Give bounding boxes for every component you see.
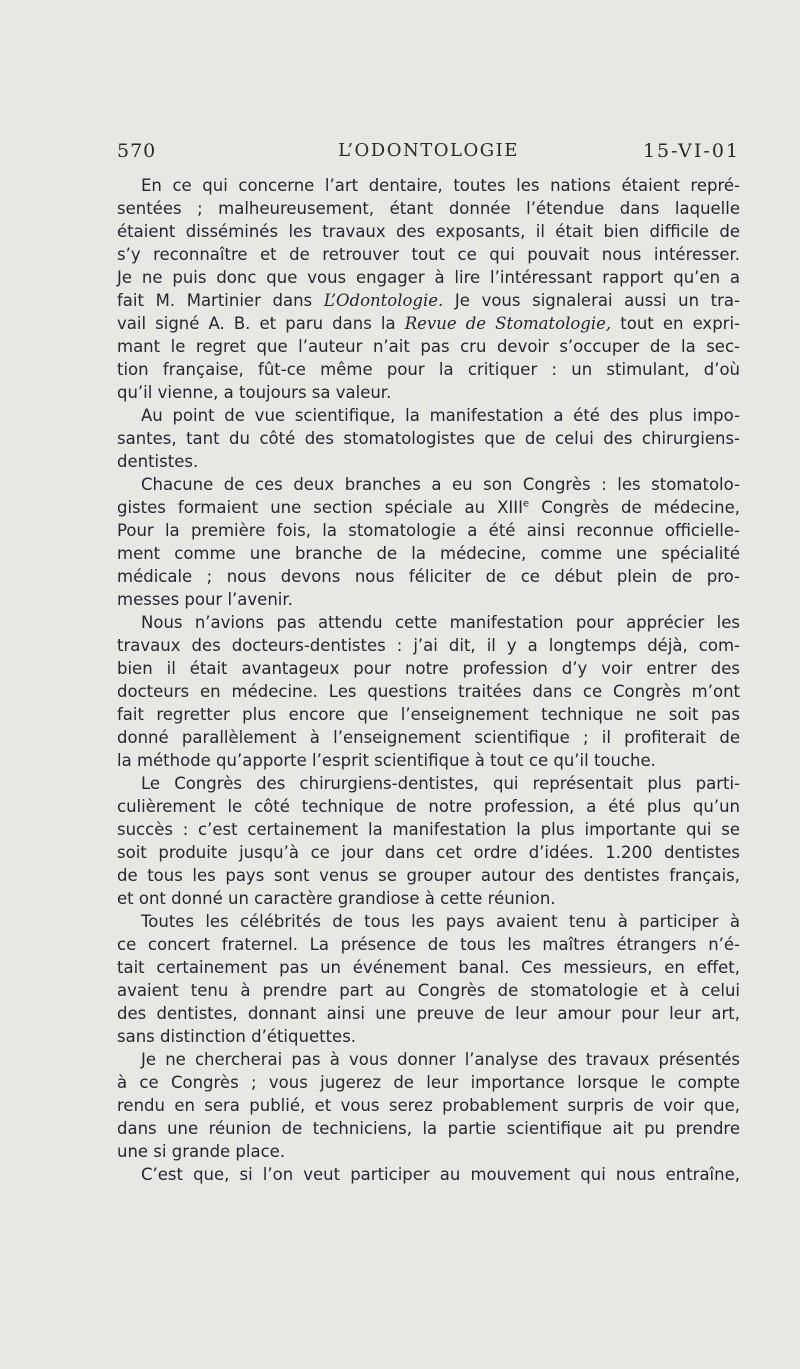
text-line: sentées ; malheureusement, étant donnée l’étendue dans laquelle xyxy=(117,199,740,218)
text-line: avaient tenu à prendre part au Congrès de stomatologie et à celui xyxy=(117,981,740,1000)
text-line: tion française, fût-ce même pour la critiquer : un stimulant, d’où xyxy=(117,360,740,379)
text-line: médicale ; nous devons nous féliciter de ce début plein de pro- xyxy=(117,567,740,586)
text-line: Le Congrès des chirurgiens-dentistes, qui représentait plus parti- xyxy=(141,774,740,793)
text-line: dans une réunion de techniciens, la partie scientifique ait pu prendre xyxy=(117,1119,740,1138)
text-line: une si grande place. xyxy=(117,1142,286,1161)
text-line: rendu en sera publié, et vous serez probablement surpris de voir que, xyxy=(117,1096,740,1115)
text-segment: Congrès de médecine, xyxy=(529,498,740,517)
text-segment: tout en expri- xyxy=(611,314,740,333)
text-line: C’est que, si l’on veut participer au mouvement qui nous entraîne, xyxy=(141,1165,740,1184)
text-segment: fait M. Martinier dans xyxy=(117,291,324,310)
text-line: ce concert fraternel. La présence de tous les maîtres étrangers n’é- xyxy=(117,935,740,954)
text-line: santes, tant du côté des stomatologistes que de celui des chirurgiens- xyxy=(117,429,740,448)
text-line: Je ne chercherai pas à vous donner l’analyse des travaux présentés xyxy=(141,1050,740,1069)
text-line: Chacune de ces deux branches a eu son Congrès : les stomatolo- xyxy=(141,475,740,494)
text-line: ment comme une branche de la médecine, comme une spécialité xyxy=(117,544,740,563)
text-line xyxy=(117,289,740,312)
running-head xyxy=(117,140,740,168)
journal-reference: L’Odontologie. xyxy=(323,291,444,310)
text-line: mant le regret que l’auteur n’ait pas cru devoir s’occuper de la sec- xyxy=(117,337,740,356)
text-line: Nous n’avions pas attendu cette manifestation pour apprécier les xyxy=(141,613,740,632)
text-segment: Je vous signalerai aussi un tra- xyxy=(443,291,741,310)
text-line: Pour la première fois, la stomatologie a été ainsi reconnue officielle- xyxy=(117,521,740,540)
text-line: messes pour l’avenir. xyxy=(117,590,293,609)
text-segment: gistes formaient une section spéciale au XIII xyxy=(117,498,524,517)
journal-title: L’ODONTOLOGIE xyxy=(338,140,519,161)
text-line: docteurs en médecine. Les questions traitées dans ce Congrès m’ont xyxy=(117,682,740,701)
text-line: qu’il vienne, a toujours sa valeur. xyxy=(117,383,392,402)
page-number: 570 xyxy=(117,140,157,162)
text-segment: vail signé A. B. et paru dans la xyxy=(117,314,405,333)
text-line: travaux des docteurs-dentistes : j’ai dit, il y a longtemps déjà, com- xyxy=(117,636,740,655)
text-line: bien il était avantageux pour notre profession d’y voir entrer des xyxy=(117,659,740,678)
journal-reference: Revue de Stomatologie, xyxy=(404,314,612,333)
text-line: Au point de vue scientifique, la manifestation a été des plus impo- xyxy=(141,406,740,425)
text-line: étaient disséminés les travaux des exposants, il était bien difficile de xyxy=(117,222,740,241)
text-line xyxy=(117,496,740,519)
text-line: des dentistes, donnant ainsi une preuve de leur amour pour leur art, xyxy=(117,1004,740,1023)
text-line: culièrement le côté technique de notre profession, a été plus qu’un xyxy=(117,797,740,816)
text-line: de tous les pays sont venus se grouper autour des dentistes français, xyxy=(117,866,740,885)
text-line: Toutes les célébrités de tous les pays avaient tenu à participer à xyxy=(141,912,740,931)
text-line: soit produite jusqu’à ce jour dans cet ordre d’idées. 1.200 dentistes xyxy=(117,843,740,862)
text-line: succès : c’est certainement la manifestation la plus importante qui se xyxy=(117,820,740,839)
text-line: donné parallèlement à l’enseignement scientifique ; il profiterait de xyxy=(117,728,740,747)
text-line: à ce Congrès ; vous jugerez de leur importance lorsque le compte xyxy=(117,1073,740,1092)
text-line: sans distinction d’étiquettes. xyxy=(117,1027,357,1046)
text-line: Je ne puis donc que vous engager à lire l’intéressant rapport qu’en a xyxy=(117,268,740,287)
article-body xyxy=(117,174,740,1186)
issue-date: 15-VI-01 xyxy=(642,140,740,162)
text-line xyxy=(117,312,740,335)
text-line: et ont donné un caractère grandiose à cette réunion. xyxy=(117,889,556,908)
text-line: s’y reconnaître et de retrouver tout ce qui pouvait nous intéresser. xyxy=(117,245,740,264)
text-line: la méthode qu’apporte l’esprit scientifique à tout ce qu’il touche. xyxy=(117,751,656,770)
text-line: fait regretter plus encore que l’enseignement technique ne soit pas xyxy=(117,705,740,724)
text-line: En ce qui concerne l’art dentaire, toutes les nations étaient repré- xyxy=(141,176,740,195)
superscript: e xyxy=(523,498,530,510)
text-line: tait certainement pas un événement banal. Ces messieurs, en effet, xyxy=(117,958,740,977)
text-line: dentistes. xyxy=(117,452,199,471)
